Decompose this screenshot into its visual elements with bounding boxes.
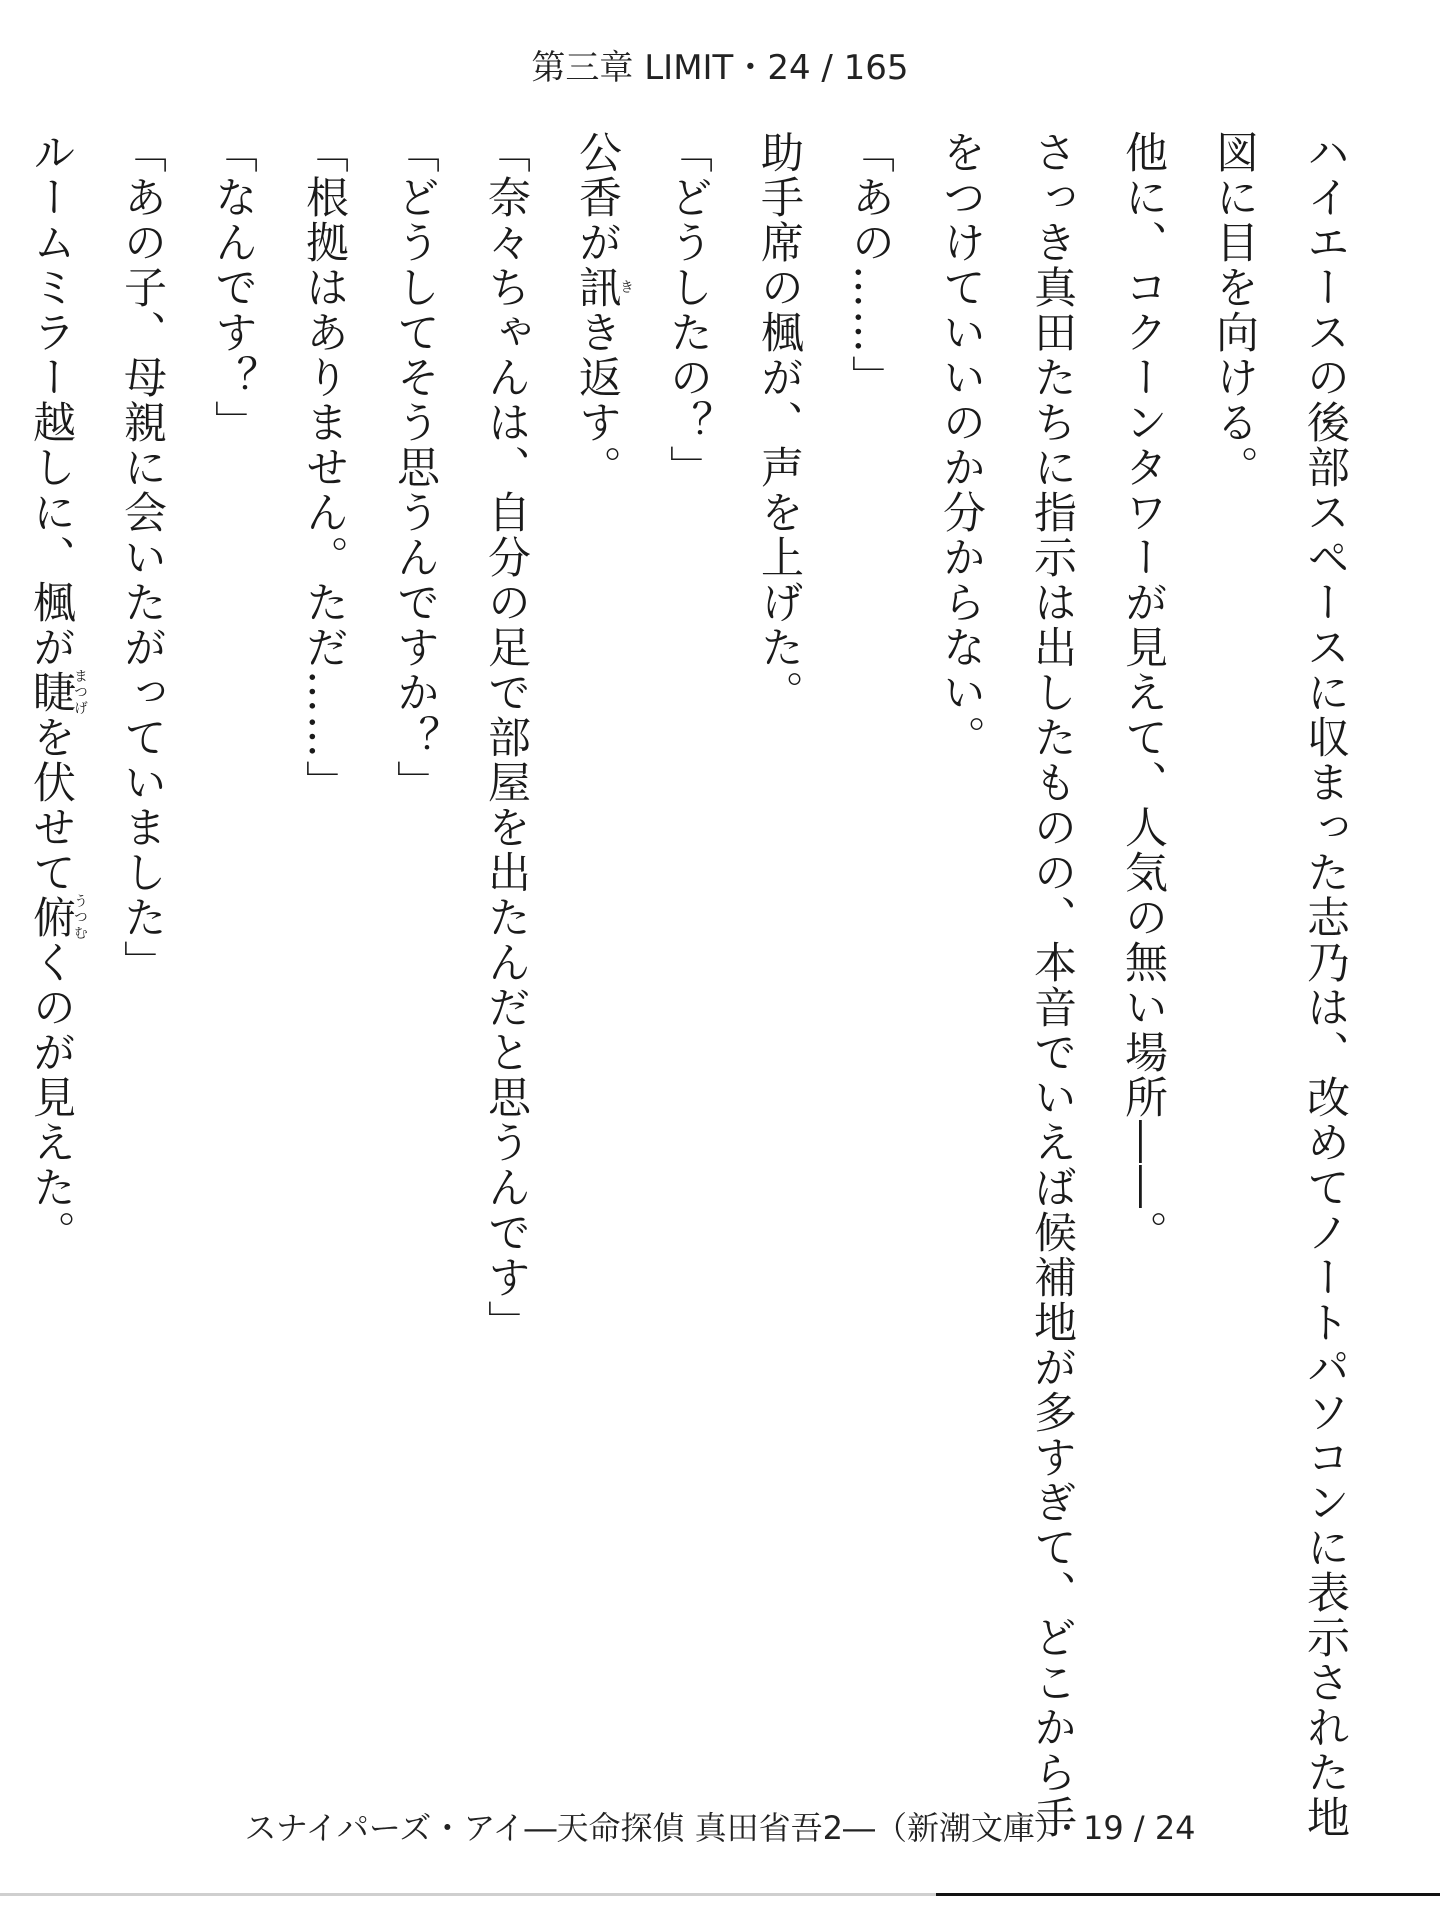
paragraph: ハイエースの後部スペースに収まった志乃は、改めてノートパソコンに表示された地図に目を向ける。: [1209, 130, 1350, 1840]
paragraph: 「あの子、母親に会いたがっていました」: [117, 130, 167, 985]
paragraph: 「どうしてそう思うんですか？」: [390, 130, 440, 805]
paragraph: さっき真田たちに指示は出したものの、本音でいえば候補地が多すぎて、どこから手をつけていいのか分からない。: [936, 130, 1077, 1840]
text-segment: くのが見えた。: [26, 940, 76, 1255]
paragraph: 助手席の楓が、声を上げた。: [754, 130, 804, 715]
ruby-base: 睫: [26, 668, 76, 717]
ruby-base: 俯: [26, 893, 76, 942]
paragraph-with-ruby: [551, 130, 642, 1850]
ruby-reading: まつげ: [72, 668, 88, 717]
ruby-reading: き: [618, 265, 634, 310]
reading-progress-bar: [0, 1893, 1440, 1896]
paragraph: 「根拠はありません。ただ……」: [299, 130, 349, 805]
text-segment: ルームミラー越しに、楓が: [26, 130, 76, 670]
paragraph: 「どうしたの？」: [663, 130, 713, 490]
paragraph: 「奈々ちゃんは、自分の足で部屋を出たんだと思うんです」: [481, 130, 531, 1345]
paragraph: 他に、コクーンタワーが見えて、人気の無い場所――。: [1118, 130, 1168, 1255]
ruby-annotation: [572, 265, 634, 310]
ruby-annotation: [26, 668, 88, 717]
chapter-page-indicator: 第三章 LIMIT・24 / 165: [531, 48, 909, 88]
ruby-reading: うつむ: [72, 893, 88, 942]
paragraph-with-ruby: [5, 130, 96, 1850]
vertical-text-body: [26, 130, 1370, 1850]
paragraph: 「あの……」: [845, 130, 895, 400]
text-segment: き返す。: [572, 310, 622, 490]
text-segment: を伏せて: [26, 715, 76, 895]
paragraph: 「なんです？」: [208, 130, 258, 445]
ruby-annotation: [26, 893, 88, 942]
book-page-indicator: スナイパーズ・アイ―天命探偵 真田省吾2―（新潮文庫）・19 / 24: [244, 1809, 1196, 1847]
ruby-base: 訊: [572, 265, 622, 310]
reading-progress-fill: [936, 1893, 1440, 1896]
text-segment: 公香が: [572, 130, 622, 265]
